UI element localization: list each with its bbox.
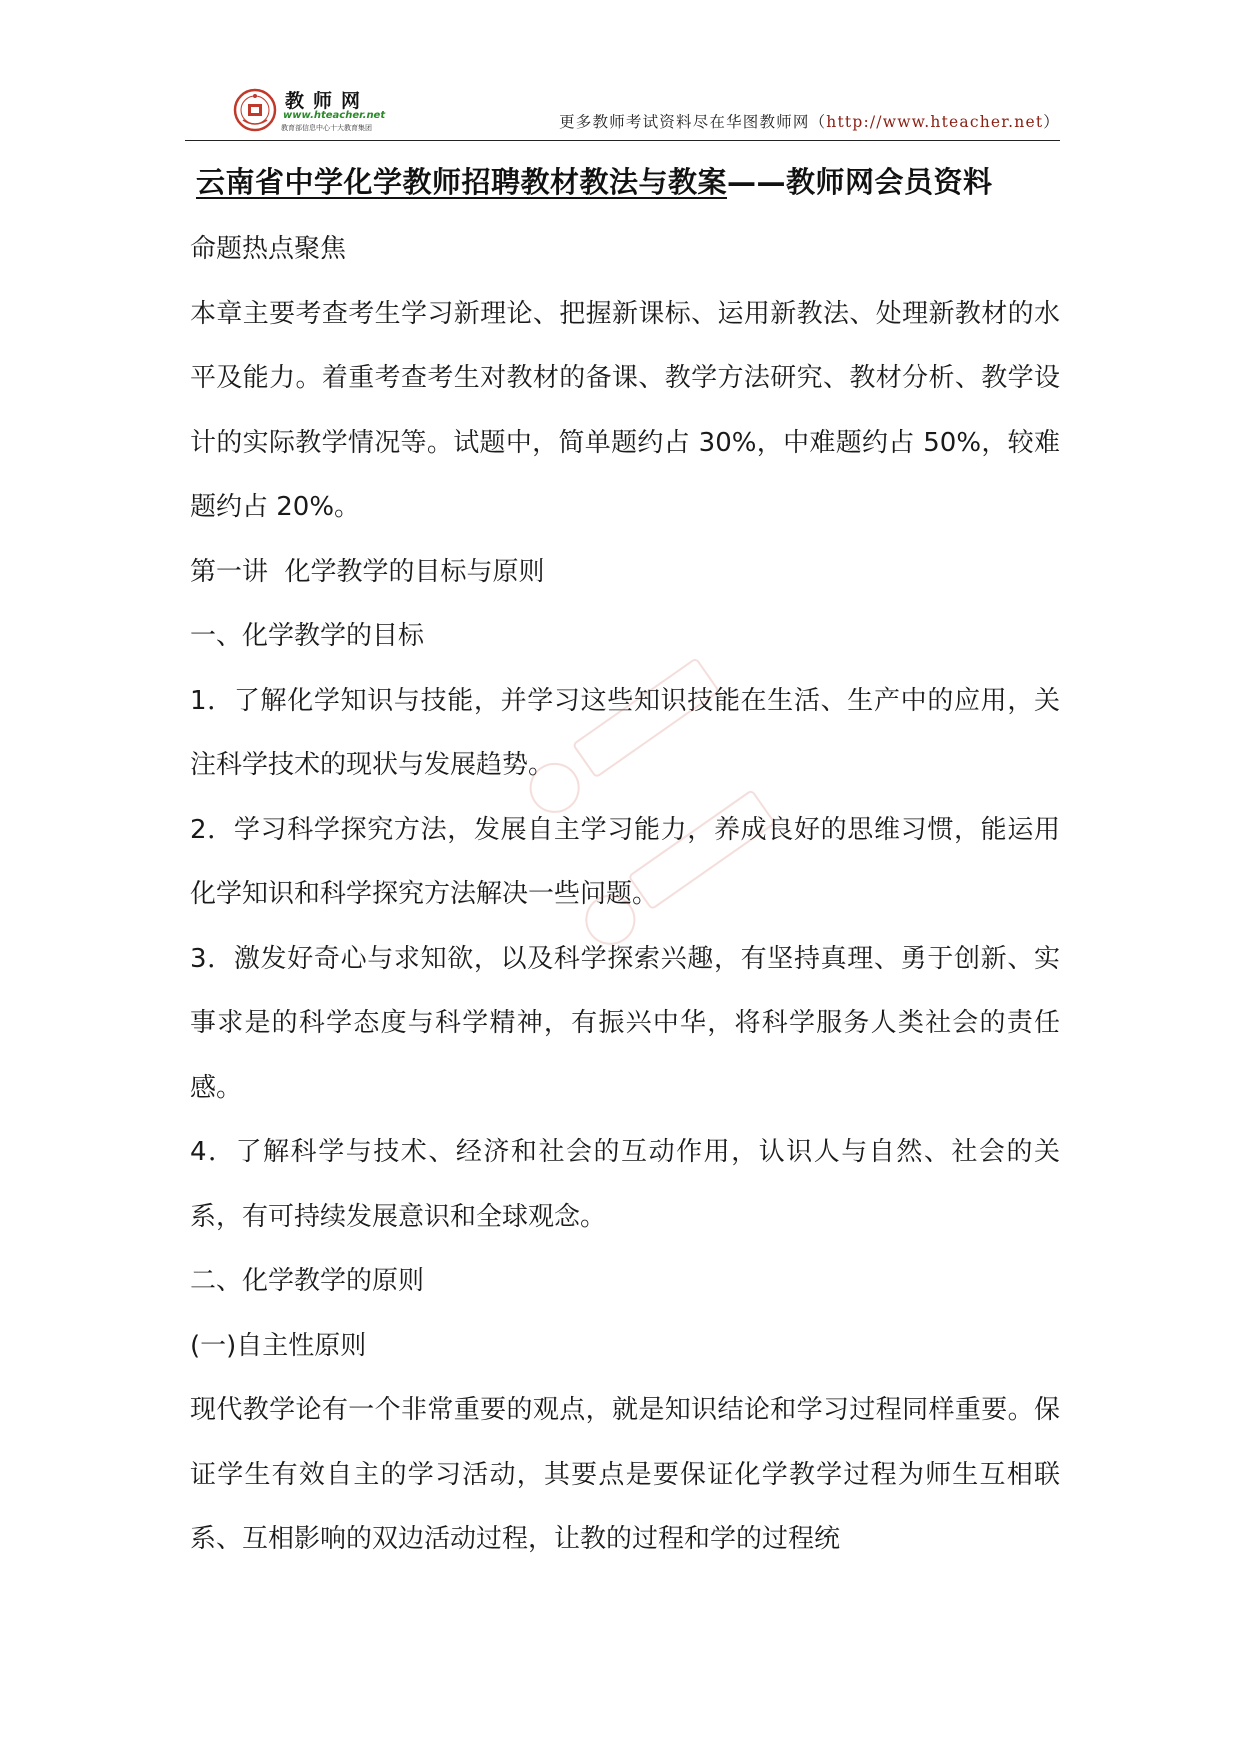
list-item: 3．激发好奇心与求知欲，以及科学探索兴趣，有坚持真理、勇于创新、实事求是的科学态度与科学精神，有振兴中华，将科学服务人类社会的责任感。 (190, 943, 1060, 1103)
logo-subtitle: 教育部信息中心十大教育集团 (281, 124, 372, 132)
list-item: 1．了解化学知识与技能，并学习这些知识技能在生活、生产中的应用，关注科学技术的现状与发展趋势。 (190, 685, 1060, 780)
section-heading: 一、化学教学的目标 (190, 621, 425, 651)
section-heading: 命题热点聚焦 (190, 234, 347, 264)
body-paragraph: 现代教学论有一个非常重要的观点，就是知识结论和学习过程同样重要。保证学生有效自主的学习活动，其要点是要保证化学教学过程为师生互相联系、互相影响的双边活动过程，让教的过程和学的过程统 (190, 1395, 1060, 1554)
header-divider (185, 140, 1060, 141)
title-underlined: 云南省中学化学教师招聘教材教法与教案 (196, 165, 728, 199)
title-rest: ——教师网会员资料 (727, 165, 993, 199)
header-link[interactable]: http://www.hteacher.net (826, 113, 1044, 131)
logo-url: www.hteacher.net (283, 110, 386, 121)
site-logo[interactable] (233, 86, 393, 136)
section-heading: 二、化学教学的原则 (190, 1266, 425, 1296)
body-paragraph: 本章主要考查考生学习新理论、把握新课标、运用新教法、处理新教材的水平及能力。着重考查考生对教材的备课、教学方法研究、教材分析、教学设计的实际教学情况等。试题中，简单题约占 30%，中难题约占 50%，较难题约占 20%。 (190, 298, 1060, 522)
document-title (196, 160, 993, 201)
page-header (185, 86, 1060, 142)
header-note (559, 110, 1060, 132)
logo-title: 教师网 (285, 90, 370, 112)
header-note-prefix: 更多教师考试资料尽在华图教师网（ (559, 113, 827, 131)
lecture-heading: 第一讲 化学教学的目标与原则 (190, 556, 545, 587)
list-item: 2．学习科学探究方法，发展自主学习能力，养成良好的思维习惯，能运用化学知识和科学探究方法解决一些问题。 (190, 814, 1060, 909)
seal-logo-icon (233, 88, 277, 132)
header-note-suffix: ） (1043, 113, 1060, 131)
list-item: 4．了解科学与技术、经济和社会的互动作用，认识人与自然、社会的关系，有可持续发展意识和全球观念。 (190, 1137, 1060, 1232)
subsection-heading: (一)自主性原则 (190, 1330, 367, 1361)
document-body (190, 217, 1060, 1572)
